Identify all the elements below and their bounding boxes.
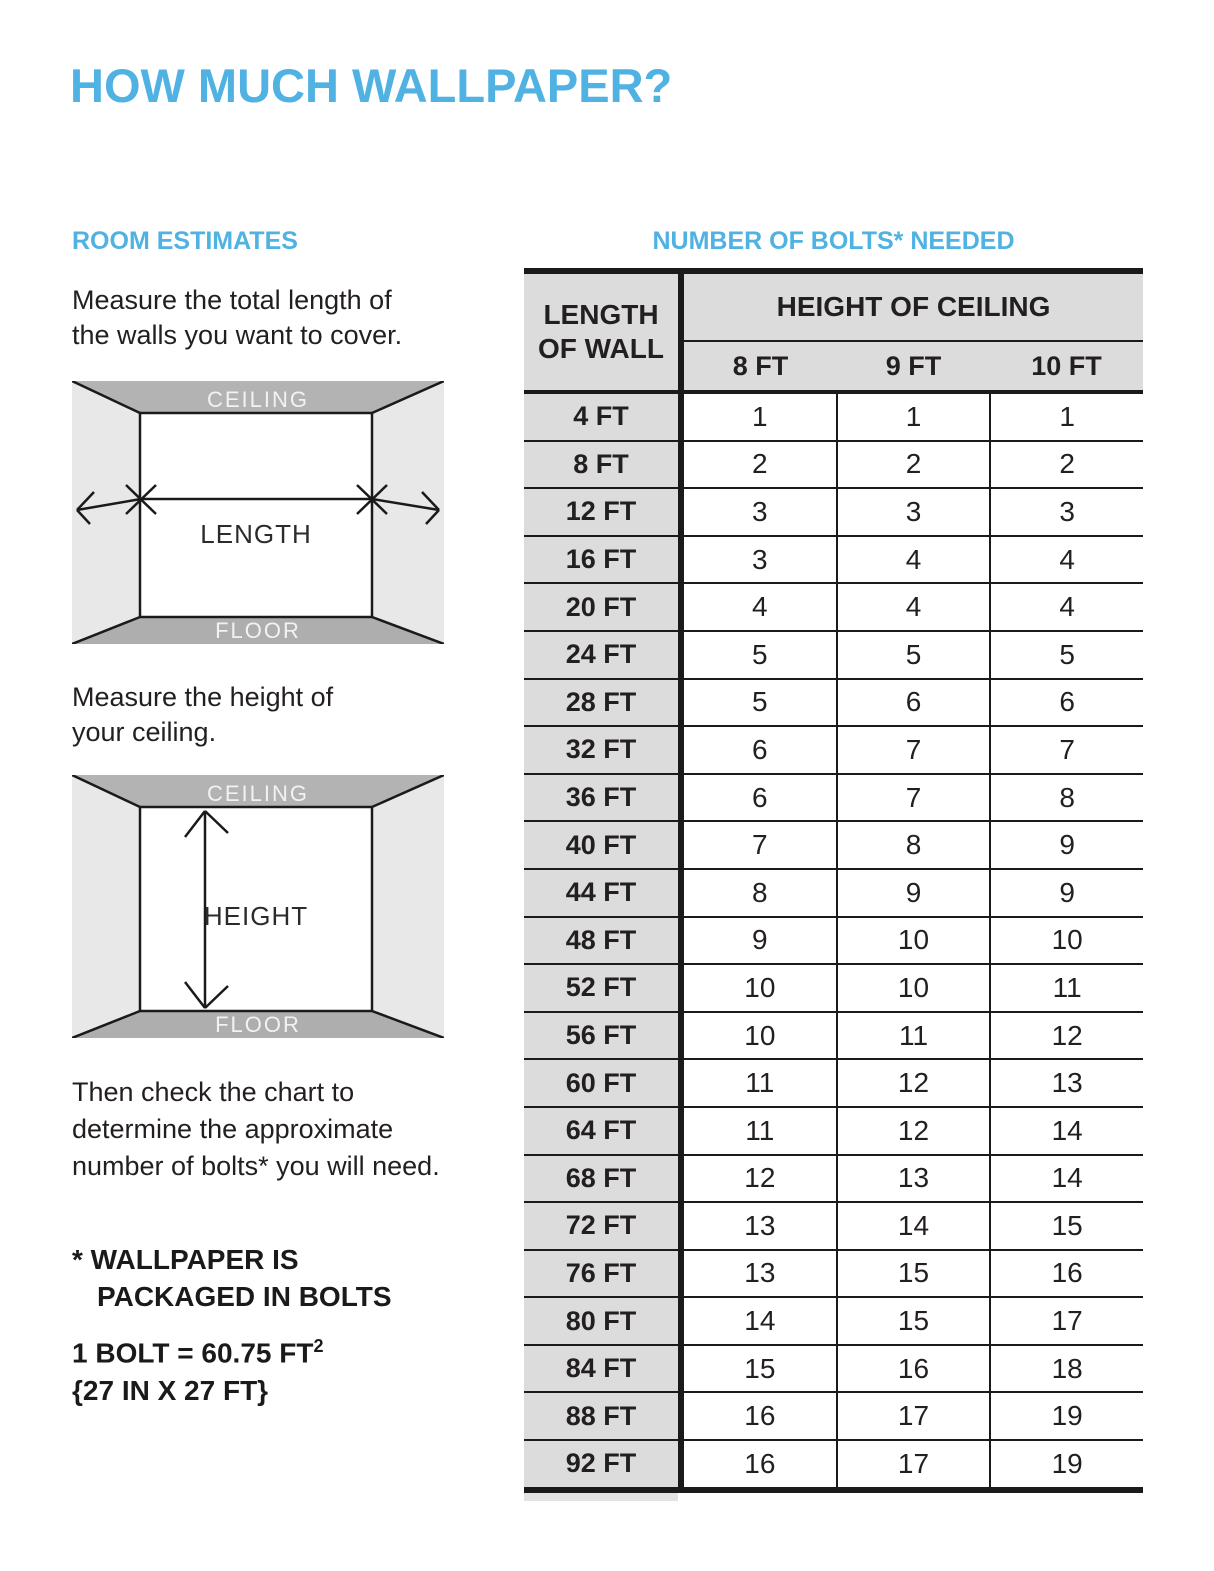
ceiling-label: CEILING (206, 387, 310, 412)
bolt-count-cell: 11 (684, 1060, 836, 1106)
right-wall-surface (372, 381, 444, 644)
bolt-count-cell: 13 (836, 1156, 990, 1202)
back-wall-surface (140, 413, 372, 617)
bolt-count-cell: 6 (989, 680, 1143, 726)
wall-length-label: 28 FT (524, 680, 684, 726)
instruction-line: Measure the total length of (72, 285, 392, 315)
bolt-count-cell: 1 (836, 394, 990, 440)
table-row (524, 394, 1143, 442)
bolt-count-cell: 4 (836, 537, 990, 583)
bolt-count-cell: 9 (989, 870, 1143, 916)
bolt-count-cell: 7 (836, 775, 990, 821)
bolt-count-cell: 6 (684, 775, 836, 821)
table-row (524, 632, 1143, 680)
room-length-diagram (72, 381, 444, 644)
table-row (524, 1298, 1143, 1346)
bolt-count-cell: 2 (836, 442, 990, 488)
table-row (524, 870, 1143, 918)
bolt-count-cell: 19 (989, 1393, 1143, 1439)
bolt-count-cell: 4 (989, 537, 1143, 583)
bolt-count-cell: 9 (989, 822, 1143, 868)
wall-length-label: 4 FT (524, 394, 684, 440)
ceiling-height-subheaders (684, 342, 1143, 390)
column-header-8ft: 8 FT (732, 350, 789, 381)
room-estimates-heading: ROOM ESTIMATES (72, 227, 298, 255)
check-chart-instruction (72, 1074, 440, 1185)
left-wall-surface (72, 381, 140, 644)
bolt-count-cell: 17 (836, 1441, 990, 1487)
wall-length-label: 48 FT (524, 918, 684, 964)
bolt-count-cell: 14 (836, 1203, 990, 1249)
instruction-line: the walls you want to cover. (72, 320, 403, 350)
room-height-diagram (72, 775, 444, 1038)
bolt-count-cell: 13 (989, 1060, 1143, 1106)
wall-length-label: 68 FT (524, 1156, 684, 1202)
table-row (524, 1060, 1143, 1108)
wall-length-label: 20 FT (524, 584, 684, 630)
bolt-count-cell: 14 (989, 1108, 1143, 1154)
bolt-count-cell: 9 (836, 870, 990, 916)
bolt-count-cell: 10 (836, 918, 990, 964)
instruction-line: Then check the chart to (72, 1077, 355, 1107)
table-row (524, 680, 1143, 728)
wall-length-label: 16 FT (524, 537, 684, 583)
wall-length-label: 60 FT (524, 1060, 684, 1106)
bolt-count-cell: 18 (989, 1346, 1143, 1392)
table-row (524, 1346, 1143, 1394)
ceiling-label: CEILING (206, 781, 310, 806)
bolt-count-cell: 9 (684, 918, 836, 964)
bolt-count-cell: 16 (989, 1251, 1143, 1297)
bolt-count-cell: 10 (836, 965, 990, 1011)
instruction-line: Measure the height of (72, 682, 334, 712)
table-row (524, 775, 1143, 823)
wall-length-label: 64 FT (524, 1108, 684, 1154)
bolt-count-cell: 11 (836, 1013, 990, 1059)
bolt-count-cell: 3 (684, 537, 836, 583)
bolt-count-cell: 1 (989, 394, 1143, 440)
table-row (524, 489, 1143, 537)
table-row (524, 965, 1143, 1013)
measure-height-instruction (72, 680, 333, 750)
bolt-count-cell: 3 (989, 489, 1143, 535)
bolt-count-cell: 1 (684, 394, 836, 440)
bolt-count-cell: 7 (989, 727, 1143, 773)
bolt-count-cell: 4 (989, 584, 1143, 630)
right-wall-surface (372, 775, 444, 1038)
bolt-count-cell: 12 (989, 1013, 1143, 1059)
bolt-dimensions: {27 IN X 27 FT} (72, 1375, 269, 1407)
table-left-column-tail (524, 1493, 678, 1501)
wall-length-label: 36 FT (524, 775, 684, 821)
wall-length-label: 84 FT (524, 1346, 684, 1392)
table-row (524, 1441, 1143, 1487)
bolt-count-cell: 2 (989, 442, 1143, 488)
bolt-count-cell: 12 (684, 1156, 836, 1202)
ceiling-height-header-group (684, 274, 1143, 390)
bolt-count-cell: 12 (836, 1060, 990, 1106)
height-label: HEIGHT (203, 901, 309, 931)
wall-length-label: 56 FT (524, 1013, 684, 1059)
table-row (524, 442, 1143, 490)
table-row (524, 1393, 1143, 1441)
bolt-count-cell: 10 (684, 1013, 836, 1059)
wall-length-label: 12 FT (524, 489, 684, 535)
bolt-count-cell: 7 (684, 822, 836, 868)
bolt-count-cell: 6 (836, 680, 990, 726)
bolt-count-cell: 15 (836, 1298, 990, 1344)
wall-length-label: 40 FT (524, 822, 684, 868)
bolt-count-cell: 19 (989, 1441, 1143, 1487)
bolt-count-cell: 5 (989, 632, 1143, 678)
table-row (524, 1108, 1143, 1156)
column-header-9ft: 9 FT (885, 350, 942, 381)
wall-length-label: 72 FT (524, 1203, 684, 1249)
bolt-count-cell: 7 (836, 727, 990, 773)
wall-length-label: 44 FT (524, 870, 684, 916)
instruction-line: number of bolts* you will need. (72, 1151, 440, 1181)
wall-length-label: 52 FT (524, 965, 684, 1011)
table-row (524, 537, 1143, 585)
table-row (524, 822, 1143, 870)
bolt-count-cell: 3 (836, 489, 990, 535)
bolt-count-cell: 8 (684, 870, 836, 916)
wall-length-label: 88 FT (524, 1393, 684, 1439)
height-of-ceiling-header: HEIGHT OF CEILING (684, 274, 1143, 342)
wall-length-label: 76 FT (524, 1251, 684, 1297)
bolt-count-cell: 15 (836, 1251, 990, 1297)
footnote-line: * WALLPAPER IS (72, 1244, 299, 1275)
floor-label: FLOOR (215, 618, 301, 643)
floor-label: FLOOR (215, 1012, 301, 1037)
measure-length-instruction (72, 283, 402, 353)
bolt-count-cell: 4 (836, 584, 990, 630)
bolt-count-cell: 13 (684, 1251, 836, 1297)
bolt-equation-superscript: 2 (313, 1336, 324, 1356)
header-line: OF WALL (538, 333, 664, 364)
table-header (524, 274, 1143, 394)
left-wall-surface (72, 775, 140, 1038)
wall-length-label: 32 FT (524, 727, 684, 773)
bolt-count-cell: 15 (684, 1346, 836, 1392)
bolt-count-cell: 10 (989, 918, 1143, 964)
bolt-count-cell: 16 (684, 1393, 836, 1439)
table-body (524, 394, 1143, 1487)
header-line: LENGTH (543, 299, 659, 330)
bolt-size-info (72, 1327, 323, 1410)
wall-length-label: 92 FT (524, 1441, 684, 1487)
bolt-count-cell: 11 (989, 965, 1143, 1011)
bolt-count-cell: 8 (989, 775, 1143, 821)
bolts-footnote (72, 1241, 392, 1315)
table-row (524, 727, 1143, 775)
bolt-equation-text: 1 BOLT = 60.75 FT (72, 1337, 314, 1369)
bolts-needed-table (524, 268, 1143, 1501)
table-row (524, 1156, 1143, 1204)
bolt-count-cell: 17 (836, 1393, 990, 1439)
bolt-count-cell: 4 (684, 584, 836, 630)
length-of-wall-header (524, 274, 684, 390)
wall-length-label: 8 FT (524, 442, 684, 488)
bolt-count-cell: 14 (989, 1156, 1143, 1202)
instruction-line: your ceiling. (72, 717, 217, 747)
bolts-table-heading: NUMBER OF BOLTS* NEEDED (652, 227, 1015, 255)
bolt-count-cell: 2 (684, 442, 836, 488)
bolt-count-cell: 5 (684, 680, 836, 726)
bolt-count-cell: 13 (684, 1203, 836, 1249)
table-row (524, 1013, 1143, 1061)
bolt-count-cell: 8 (836, 822, 990, 868)
bolt-count-cell: 5 (684, 632, 836, 678)
table-row (524, 584, 1143, 632)
bolt-count-cell: 14 (684, 1298, 836, 1344)
bolt-count-cell: 12 (836, 1108, 990, 1154)
bolt-count-cell: 6 (684, 727, 836, 773)
bolt-count-cell: 17 (989, 1298, 1143, 1344)
page-title: HOW MUCH WALLPAPER? (70, 59, 673, 112)
wall-length-label: 24 FT (524, 632, 684, 678)
length-label: LENGTH (200, 519, 312, 549)
wall-length-label: 80 FT (524, 1298, 684, 1344)
bolt-count-cell: 16 (684, 1441, 836, 1487)
bolt-count-cell: 5 (836, 632, 990, 678)
bolt-count-cell: 15 (989, 1203, 1143, 1249)
bolt-count-cell: 16 (836, 1346, 990, 1392)
bolt-count-cell: 3 (684, 489, 836, 535)
footnote-line: PACKAGED IN BOLTS (97, 1281, 392, 1312)
table-row (524, 1203, 1143, 1251)
column-header-10ft: 10 FT (1031, 350, 1102, 381)
bolt-count-cell: 10 (684, 965, 836, 1011)
bolt-count-cell: 11 (684, 1108, 836, 1154)
table-row (524, 1251, 1143, 1299)
table-row (524, 918, 1143, 966)
instruction-line: determine the approximate (72, 1114, 394, 1144)
bolt-equation (72, 1327, 323, 1372)
